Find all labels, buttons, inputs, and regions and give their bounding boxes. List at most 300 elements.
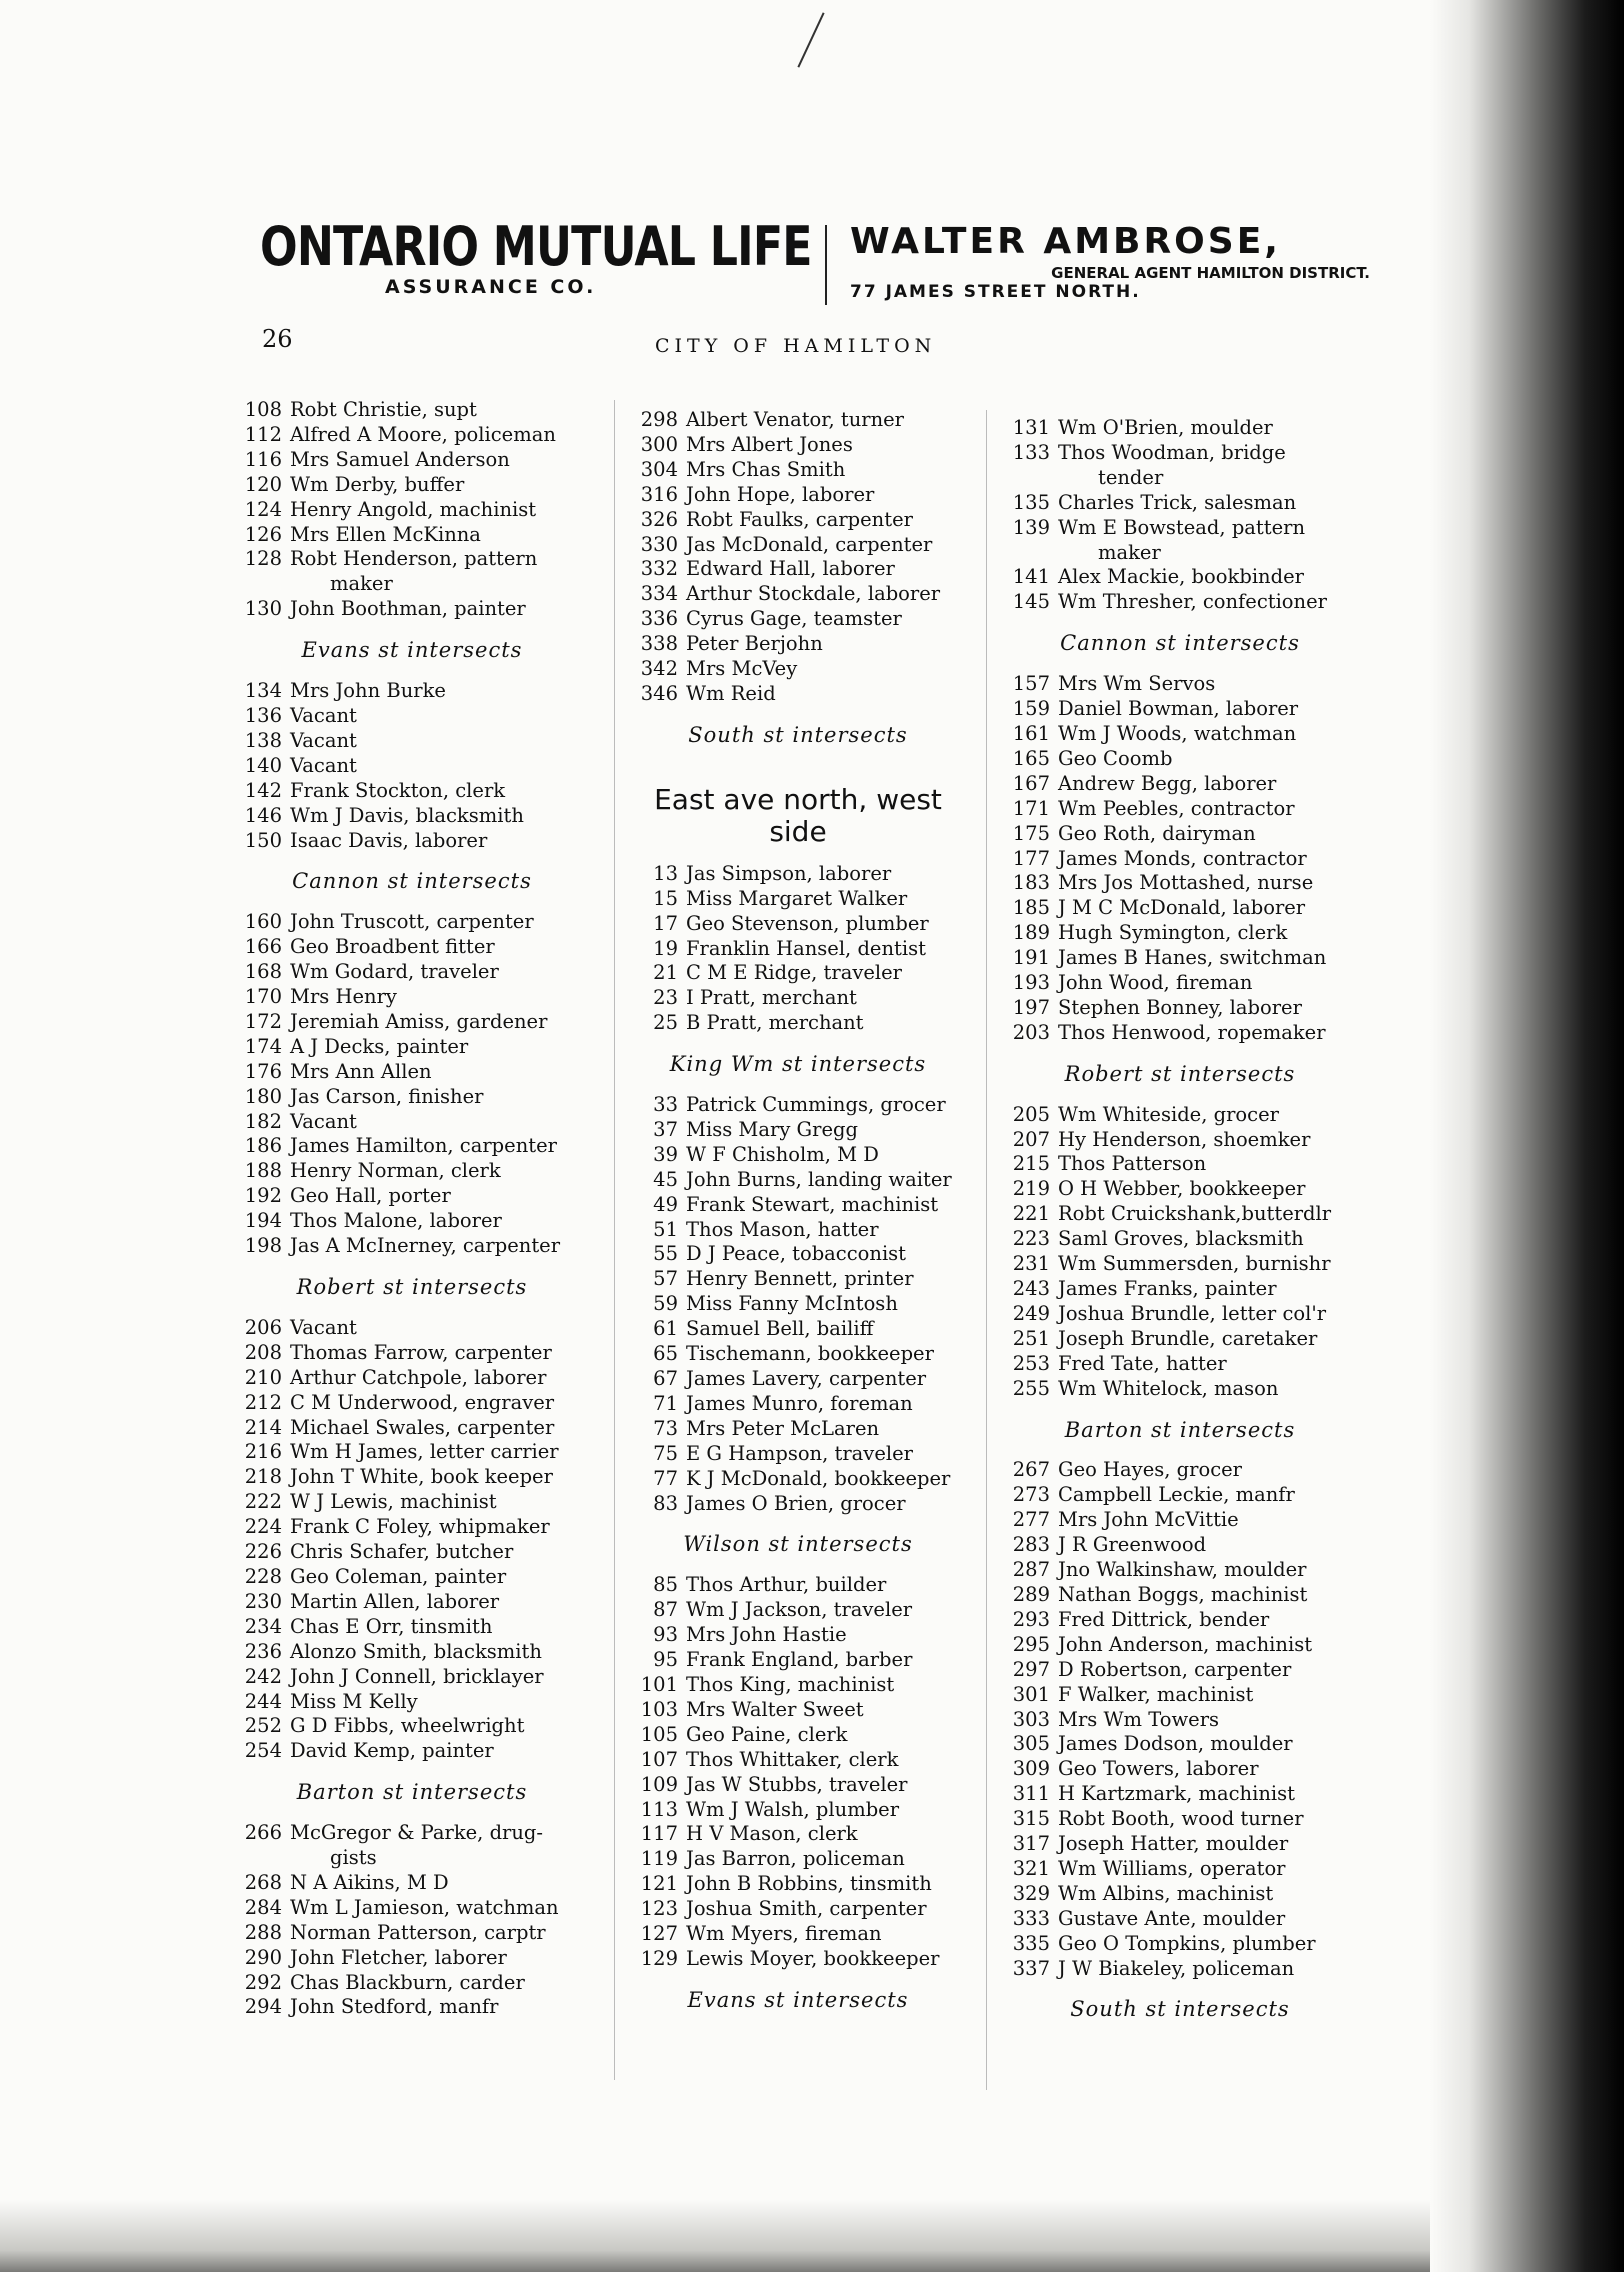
resident-name: Chas Blackburn, carder bbox=[290, 1970, 525, 1994]
house-number: 109 bbox=[640, 1772, 678, 1796]
column-2 bbox=[628, 408, 968, 2029]
house-number: 300 bbox=[640, 432, 678, 456]
directory-entry bbox=[232, 1971, 592, 1996]
resident-name: C M E Ridge, traveler bbox=[686, 961, 902, 985]
house-number: 288 bbox=[244, 1920, 282, 1944]
resident-name: James Dodson, moulder bbox=[1058, 1732, 1293, 1756]
directory-entry bbox=[628, 1242, 968, 1267]
house-number: 95 bbox=[653, 1648, 678, 1672]
entry-group bbox=[1000, 672, 1360, 1046]
directory-entry bbox=[1000, 1352, 1360, 1377]
house-number: 298 bbox=[640, 408, 678, 431]
resident-name: Jas Carson, finisher bbox=[290, 1084, 484, 1108]
resident-name: Thomas Farrow, carpenter bbox=[290, 1340, 552, 1364]
directory-entry bbox=[628, 1317, 968, 1342]
ad-company-block bbox=[260, 215, 933, 298]
resident-name: John Stedford, manfr bbox=[290, 1995, 499, 2019]
resident-name: J R Greenwood bbox=[1058, 1533, 1207, 1557]
resident-name: Edward Hall, laborer bbox=[686, 557, 895, 581]
intersect-heading: South st intersects bbox=[688, 722, 908, 747]
directory-entry bbox=[232, 1440, 592, 1465]
resident-name: Thos Henwood, ropemaker bbox=[1058, 1020, 1326, 1044]
house-number: 138 bbox=[244, 728, 282, 752]
directory-entry bbox=[232, 1010, 592, 1035]
resident-name: Daniel Bowman, laborer bbox=[1058, 697, 1299, 721]
ad-divider bbox=[825, 225, 827, 305]
directory-entry bbox=[232, 572, 592, 597]
entry-group bbox=[232, 679, 592, 853]
directory-entry bbox=[1000, 1732, 1360, 1757]
directory-entry bbox=[628, 1623, 968, 1648]
house-number: 251 bbox=[1012, 1326, 1050, 1350]
house-number: 139 bbox=[1012, 515, 1050, 539]
resident-name: Frank England, barber bbox=[686, 1648, 913, 1672]
house-number: 174 bbox=[244, 1034, 282, 1058]
directory-entry bbox=[232, 1714, 592, 1739]
directory-entry bbox=[628, 1193, 968, 1218]
resident-name: Nathan Boggs, machinist bbox=[1058, 1582, 1308, 1606]
resident-name: I Pratt, merchant bbox=[686, 986, 857, 1010]
resident-name: Mrs Wm Servos bbox=[1058, 672, 1216, 696]
resident-name: Robt Christie, supt bbox=[290, 398, 477, 421]
resident-name: Geo Paine, clerk bbox=[686, 1722, 848, 1746]
entry-group bbox=[1000, 1103, 1360, 1402]
house-number: 21 bbox=[653, 961, 678, 985]
resident-name: Norman Patterson, carptr bbox=[290, 1920, 546, 1944]
directory-entry bbox=[232, 1134, 592, 1159]
resident-name: B Pratt, merchant bbox=[686, 1011, 864, 1035]
house-number: 309 bbox=[1012, 1757, 1050, 1781]
house-number: 226 bbox=[244, 1540, 282, 1564]
house-number: 243 bbox=[1012, 1277, 1050, 1300]
house-number: 77 bbox=[653, 1466, 678, 1490]
resident-name: Geo Coleman, painter bbox=[290, 1564, 507, 1588]
house-number: 222 bbox=[244, 1490, 282, 1514]
house-number: 123 bbox=[640, 1897, 678, 1921]
ad-agent-address: 77 JAMES STREET NORTH. bbox=[850, 282, 1141, 302]
directory-entry bbox=[628, 1492, 968, 1517]
house-number: 189 bbox=[1012, 921, 1050, 945]
house-number: 159 bbox=[1012, 697, 1050, 721]
resident-name: Robt Cruickshank,butterdlr bbox=[1058, 1202, 1332, 1226]
house-number: 301 bbox=[1012, 1682, 1050, 1706]
resident-name: H Kartzmark, machinist bbox=[1058, 1782, 1295, 1806]
page-edge-shadow bbox=[1430, 0, 1624, 2272]
house-number: 219 bbox=[1012, 1177, 1050, 1201]
column-1 bbox=[232, 398, 592, 2020]
resident-name: J M C McDonald, laborer bbox=[1058, 896, 1306, 920]
resident-name: Miss Margaret Walker bbox=[686, 886, 908, 910]
house-number: 103 bbox=[640, 1697, 678, 1721]
house-number: 198 bbox=[244, 1234, 282, 1258]
directory-entry bbox=[1000, 1807, 1360, 1832]
directory-entry bbox=[628, 961, 968, 986]
resident-name: Miss M Kelly bbox=[290, 1689, 418, 1713]
resident-name: Wm H James, letter carrier bbox=[290, 1440, 559, 1464]
resident-name: Arthur Stockdale, laborer bbox=[686, 582, 941, 606]
directory-entry bbox=[628, 937, 968, 962]
house-number: 45 bbox=[653, 1167, 678, 1191]
resident-name: Michael Swales, carpenter bbox=[290, 1415, 555, 1439]
house-number: 216 bbox=[244, 1440, 282, 1464]
directory-entry bbox=[1000, 1177, 1360, 1202]
resident-name: Jno Walkinshaw, moulder bbox=[1058, 1558, 1307, 1582]
directory-entry bbox=[232, 1060, 592, 1085]
directory-entry bbox=[628, 912, 968, 937]
resident-name: Campbell Leckie, manfr bbox=[1058, 1483, 1295, 1507]
directory-entry bbox=[628, 632, 968, 657]
house-number: 146 bbox=[244, 803, 282, 827]
house-number: 134 bbox=[244, 679, 282, 703]
directory-entry bbox=[232, 1565, 592, 1590]
directory-entry bbox=[1000, 1832, 1360, 1857]
directory-entry bbox=[232, 1085, 592, 1110]
directory-entry bbox=[1000, 1152, 1360, 1177]
resident-name: Joshua Smith, carpenter bbox=[686, 1897, 927, 1921]
resident-name: Jas Barron, policeman bbox=[686, 1847, 905, 1871]
house-number: 223 bbox=[1012, 1227, 1050, 1251]
house-number: 175 bbox=[1012, 821, 1050, 845]
house-number: 333 bbox=[1012, 1906, 1050, 1930]
directory-entry bbox=[232, 1590, 592, 1615]
resident-name: C M Underwood, engraver bbox=[290, 1390, 555, 1414]
resident-name: Wm Summersden, burnishr bbox=[1058, 1252, 1331, 1276]
directory-entry bbox=[628, 1673, 968, 1698]
house-number: 166 bbox=[244, 935, 282, 959]
column-3 bbox=[1000, 416, 1360, 2038]
resident-name: Wm Godard, traveler bbox=[290, 960, 499, 984]
page-bottom-shadow bbox=[0, 2200, 1490, 2272]
house-number: 253 bbox=[1012, 1351, 1050, 1375]
resident-name: Jas McDonald, carpenter bbox=[686, 532, 933, 556]
house-number: 234 bbox=[244, 1614, 282, 1638]
intersect-heading: Evans st intersects bbox=[687, 1987, 909, 2012]
directory-entry bbox=[628, 1598, 968, 1623]
directory-entry bbox=[1000, 1658, 1360, 1683]
street-title: East ave north, west side bbox=[654, 782, 942, 848]
house-number: 157 bbox=[1012, 672, 1050, 696]
directory-entry bbox=[628, 1392, 968, 1417]
intersect-heading: Cannon st intersects bbox=[292, 869, 532, 894]
directory-entry bbox=[232, 1995, 592, 2020]
house-number: 336 bbox=[640, 607, 678, 631]
resident-name: Robt Faulks, carpenter bbox=[686, 507, 913, 531]
resident-name: Wm J Jackson, traveler bbox=[686, 1598, 913, 1622]
resident-name: John Anderson, machinist bbox=[1058, 1632, 1313, 1656]
directory-entry bbox=[232, 910, 592, 935]
directory-entry bbox=[232, 1515, 592, 1540]
directory-entry bbox=[232, 448, 592, 473]
resident-name: James Hamilton, carpenter bbox=[290, 1134, 557, 1158]
house-number: 304 bbox=[640, 457, 678, 481]
resident-name: Stephen Bonney, laborer bbox=[1058, 995, 1302, 1019]
house-number: 57 bbox=[653, 1267, 678, 1291]
directory-entry bbox=[1000, 590, 1360, 615]
directory-entry bbox=[628, 483, 968, 508]
resident-name: James Munro, foreman bbox=[686, 1391, 913, 1415]
house-number: 210 bbox=[244, 1365, 282, 1389]
directory-entry bbox=[628, 1342, 968, 1367]
resident-name: Wm Albins, machinist bbox=[1058, 1881, 1274, 1905]
directory-entry bbox=[1000, 1252, 1360, 1277]
directory-entry bbox=[628, 1798, 968, 1823]
resident-name: Wm Whitelock, mason bbox=[1058, 1376, 1279, 1400]
house-number: 128 bbox=[244, 547, 282, 571]
resident-name: Alonzo Smith, blacksmith bbox=[290, 1639, 542, 1663]
resident-name: E G Hampson, traveler bbox=[686, 1441, 913, 1465]
resident-name: Vacant bbox=[290, 703, 357, 727]
resident-name: Geo Stevenson, plumber bbox=[686, 911, 929, 935]
resident-name: gists bbox=[330, 1846, 377, 1870]
resident-name: Peter Berjohn bbox=[686, 632, 823, 656]
resident-name: John Truscott, carpenter bbox=[290, 910, 534, 934]
directory-entry bbox=[628, 1698, 968, 1723]
house-number: 130 bbox=[244, 597, 282, 621]
house-number: 311 bbox=[1012, 1782, 1050, 1806]
resident-name: H V Mason, clerk bbox=[686, 1822, 858, 1846]
entry-group bbox=[1000, 416, 1360, 615]
house-number: 330 bbox=[640, 532, 678, 556]
house-number: 101 bbox=[640, 1672, 678, 1696]
resident-name: Cyrus Gage, teamster bbox=[686, 607, 902, 631]
resident-name: Joshua Brundle, letter col'r bbox=[1058, 1301, 1327, 1325]
house-number: 113 bbox=[640, 1797, 678, 1821]
house-number: 171 bbox=[1012, 796, 1050, 820]
resident-name: K J McDonald, bookkeeper bbox=[686, 1466, 951, 1490]
resident-name: Geo Towers, laborer bbox=[1058, 1757, 1259, 1781]
ad-agent-block bbox=[850, 221, 1370, 302]
house-number: 335 bbox=[1012, 1931, 1050, 1955]
resident-name: Frank Stockton, clerk bbox=[290, 778, 506, 802]
resident-name: Tischemann, bookkeeper bbox=[686, 1342, 934, 1366]
column-rule bbox=[614, 400, 615, 2080]
directory-entry bbox=[628, 986, 968, 1011]
resident-name: Mrs Samuel Anderson bbox=[290, 447, 510, 471]
house-number: 168 bbox=[244, 960, 282, 984]
house-number: 266 bbox=[244, 1821, 282, 1845]
resident-name: tender bbox=[1098, 465, 1164, 489]
intersect-heading: Cannon st intersects bbox=[1060, 631, 1300, 656]
directory-entry bbox=[1000, 1583, 1360, 1608]
house-number: 161 bbox=[1012, 721, 1050, 745]
house-number: 120 bbox=[244, 472, 282, 496]
house-number: 183 bbox=[1012, 871, 1050, 895]
resident-name: Henry Norman, clerk bbox=[290, 1159, 501, 1183]
directory-entry bbox=[232, 547, 592, 572]
directory-entry bbox=[1000, 772, 1360, 797]
intersect-heading: South st intersects bbox=[1070, 1997, 1290, 2022]
entry-group bbox=[628, 1573, 968, 1972]
resident-name: Isaac Davis, laborer bbox=[290, 828, 488, 852]
directory-entry bbox=[232, 597, 592, 622]
resident-name: Miss Mary Gregg bbox=[686, 1117, 858, 1141]
resident-name: Lewis Moyer, bookkeeper bbox=[686, 1946, 940, 1970]
house-number: 59 bbox=[653, 1292, 678, 1316]
house-number: 85 bbox=[653, 1573, 678, 1597]
house-number: 244 bbox=[244, 1689, 282, 1713]
resident-name: Alfred A Moore, policeman bbox=[290, 422, 556, 446]
resident-name: Mrs Peter McLaren bbox=[686, 1416, 880, 1440]
entry-group bbox=[1000, 1458, 1360, 1981]
house-number: 192 bbox=[244, 1184, 282, 1208]
directory-entry bbox=[1000, 896, 1360, 921]
directory-entry bbox=[1000, 1128, 1360, 1153]
resident-name: Wm Peebles, contractor bbox=[1058, 796, 1295, 820]
house-number: 203 bbox=[1012, 1020, 1050, 1044]
resident-name: Vacant bbox=[290, 728, 357, 752]
resident-name: D Robertson, carpenter bbox=[1058, 1657, 1292, 1681]
house-number: 332 bbox=[640, 557, 678, 581]
directory-entry bbox=[232, 729, 592, 754]
resident-name: Frank Stewart, machinist bbox=[686, 1192, 939, 1216]
house-number: 167 bbox=[1012, 771, 1050, 795]
resident-name: Mrs John Burke bbox=[290, 679, 446, 703]
ad-company-subtitle: ASSURANCE CO. bbox=[385, 276, 597, 298]
resident-name: Mrs Wm Towers bbox=[1058, 1707, 1220, 1731]
house-number: 126 bbox=[244, 522, 282, 546]
house-number: 268 bbox=[244, 1870, 282, 1894]
house-number: 252 bbox=[244, 1714, 282, 1738]
resident-name: Robt Henderson, pattern bbox=[290, 547, 538, 571]
directory-entry bbox=[628, 1218, 968, 1243]
house-number: 197 bbox=[1012, 995, 1050, 1019]
directory-entry bbox=[628, 533, 968, 558]
directory-entry bbox=[232, 829, 592, 854]
directory-entry bbox=[1000, 466, 1360, 491]
intersect-heading: Wilson st intersects bbox=[683, 1532, 913, 1557]
resident-name: John J Connell, bricklayer bbox=[290, 1664, 544, 1688]
directory-entry bbox=[1000, 697, 1360, 722]
resident-name: Henry Angold, machinist bbox=[290, 497, 537, 521]
house-number: 297 bbox=[1012, 1657, 1050, 1681]
directory-entry bbox=[1000, 1021, 1360, 1046]
directory-entry bbox=[628, 1442, 968, 1467]
directory-entry bbox=[232, 523, 592, 548]
directory-entry bbox=[232, 679, 592, 704]
directory-entry bbox=[232, 779, 592, 804]
directory-entry bbox=[628, 433, 968, 458]
house-number: 212 bbox=[244, 1390, 282, 1414]
house-number: 17 bbox=[653, 911, 678, 935]
directory-entry bbox=[628, 408, 968, 433]
resident-name: N A Aikins, M D bbox=[290, 1870, 449, 1894]
entry-group bbox=[232, 1316, 592, 1764]
house-number: 337 bbox=[1012, 1956, 1050, 1980]
directory-entry bbox=[628, 1822, 968, 1847]
house-number: 186 bbox=[244, 1134, 282, 1158]
resident-name: James B Hanes, switchman bbox=[1058, 946, 1327, 970]
house-number: 194 bbox=[244, 1209, 282, 1233]
directory-entry bbox=[232, 1821, 592, 1846]
resident-name: maker bbox=[1098, 540, 1161, 564]
directory-entry bbox=[628, 508, 968, 533]
house-number: 150 bbox=[244, 828, 282, 852]
house-number: 277 bbox=[1012, 1508, 1050, 1532]
house-number: 124 bbox=[244, 497, 282, 521]
house-number: 121 bbox=[640, 1872, 678, 1896]
directory-entry bbox=[1000, 516, 1360, 541]
directory-entry bbox=[1000, 1633, 1360, 1658]
house-number: 293 bbox=[1012, 1607, 1050, 1631]
house-number: 287 bbox=[1012, 1558, 1050, 1582]
resident-name: Thos Whittaker, clerk bbox=[686, 1747, 899, 1771]
resident-name: Thos Arthur, builder bbox=[686, 1573, 887, 1597]
resident-name: Henry Bennett, printer bbox=[686, 1267, 914, 1291]
house-number: 215 bbox=[1012, 1152, 1050, 1176]
entry-group bbox=[232, 910, 592, 1259]
resident-name: Hy Henderson, shoemker bbox=[1058, 1127, 1311, 1151]
house-number: 295 bbox=[1012, 1632, 1050, 1656]
fold-mark bbox=[797, 12, 824, 67]
resident-name: W F Chisholm, M D bbox=[686, 1142, 879, 1166]
house-number: 221 bbox=[1012, 1202, 1050, 1226]
resident-name: John Boothman, painter bbox=[290, 597, 526, 621]
house-number: 214 bbox=[244, 1415, 282, 1439]
resident-name: Saml Groves, blacksmith bbox=[1058, 1227, 1304, 1251]
directory-entry bbox=[628, 1118, 968, 1143]
house-number: 129 bbox=[640, 1946, 678, 1970]
directory-entry bbox=[1000, 1103, 1360, 1128]
house-number: 119 bbox=[640, 1847, 678, 1871]
directory-entry bbox=[232, 935, 592, 960]
resident-name: D J Peace, tobacconist bbox=[686, 1242, 907, 1266]
resident-name: Robt Booth, wood turner bbox=[1058, 1807, 1304, 1831]
resident-name: Wm Derby, buffer bbox=[290, 472, 465, 496]
resident-name: Mrs Ellen McKinna bbox=[290, 522, 481, 546]
house-number: 177 bbox=[1012, 846, 1050, 870]
directory-entry bbox=[1000, 1483, 1360, 1508]
entry-group bbox=[628, 862, 968, 1036]
directory-entry bbox=[628, 1143, 968, 1168]
directory-entry bbox=[1000, 722, 1360, 747]
directory-entry bbox=[628, 1872, 968, 1897]
resident-name: Patrick Cummings, grocer bbox=[686, 1093, 946, 1117]
directory-entry bbox=[232, 704, 592, 729]
resident-name: Joseph Hatter, moulder bbox=[1058, 1832, 1289, 1856]
directory-entry bbox=[1000, 1708, 1360, 1733]
resident-name: Geo Hayes, grocer bbox=[1058, 1458, 1242, 1482]
house-number: 207 bbox=[1012, 1127, 1050, 1151]
directory-entry bbox=[1000, 1227, 1360, 1252]
directory-entry bbox=[232, 1366, 592, 1391]
resident-name: Wm Thresher, confectioner bbox=[1058, 590, 1327, 614]
directory-entry bbox=[232, 1846, 592, 1871]
resident-name: Thos Patterson bbox=[1058, 1152, 1207, 1176]
house-number: 135 bbox=[1012, 490, 1050, 514]
resident-name: David Kemp, painter bbox=[290, 1739, 494, 1763]
directory-entry bbox=[628, 1947, 968, 1972]
resident-name: Mrs Henry bbox=[290, 985, 397, 1009]
resident-name: W J Lewis, machinist bbox=[290, 1490, 497, 1514]
directory-entry bbox=[1000, 416, 1360, 441]
directory-entry bbox=[1000, 1757, 1360, 1782]
house-number: 51 bbox=[653, 1217, 678, 1241]
directory-entry bbox=[628, 1773, 968, 1798]
house-number: 205 bbox=[1012, 1102, 1050, 1126]
resident-name: Andrew Begg, laborer bbox=[1058, 771, 1277, 795]
resident-name: James Franks, painter bbox=[1058, 1277, 1277, 1300]
resident-name: G D Fibbs, wheelwright bbox=[290, 1714, 525, 1738]
directory-entry bbox=[1000, 441, 1360, 466]
house-number: 131 bbox=[1012, 416, 1050, 439]
house-number: 73 bbox=[653, 1416, 678, 1440]
resident-name: James Monds, contractor bbox=[1058, 846, 1307, 870]
resident-name: Wm Reid bbox=[686, 681, 776, 705]
resident-name: Thos Mason, hatter bbox=[686, 1217, 879, 1241]
resident-name: John Burns, landing waiter bbox=[686, 1167, 952, 1191]
directory-entry bbox=[1000, 1907, 1360, 1932]
directory-entry bbox=[628, 1922, 968, 1947]
